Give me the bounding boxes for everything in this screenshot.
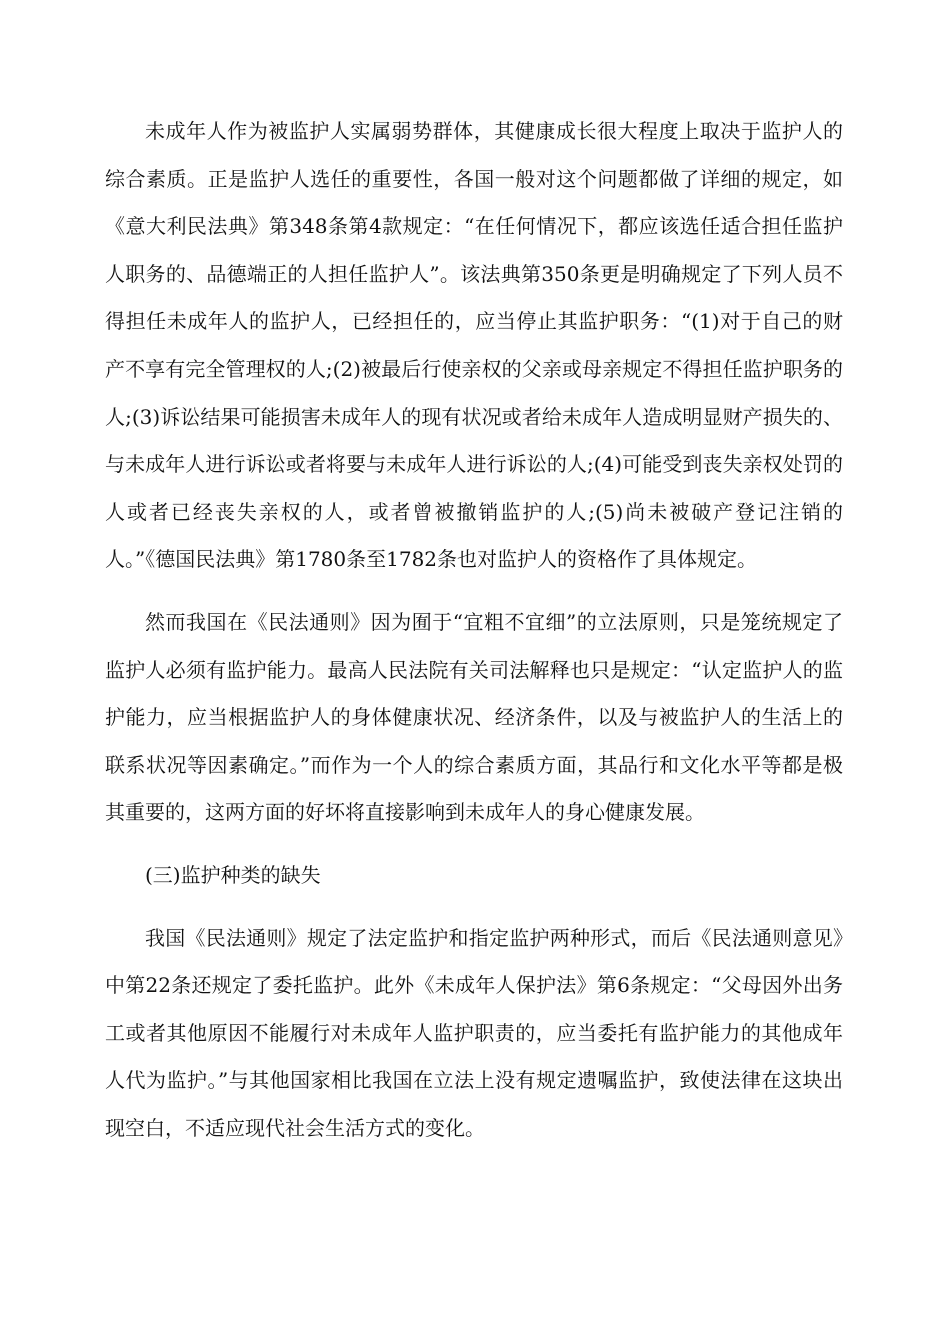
paragraph-guardianship-types: 我国《民法通则》规定了法定监护和指定监护两种形式，而后《民法通则意见》中第22条还规定了委托监护。此外《未成年人保护法》第6条规定：“父母因外出务工或者其他原因不能履行对未成年人监护职责的，应当委托有监护能力的其他成年人代为监护。”与其他国家相比我国在立法上没有规定遗嘱监护，致使法律在这块出现空白，不适应现代社会生活方式的变化。 — [105, 925, 843, 1140]
document-body — [105, 108, 843, 1152]
paragraph-guardian-qualification: 未成年人作为被监护人实属弱势群体，其健康成长很大程度上取决于监护人的综合素质。正是监护人选任的重要性，各国一般对这个问题都做了详细的规定，如《意大利民法典》第348条第4款规定：“在任何情况下，都应该选任适合担任监护人职务的、品德端正的人担任监护人”。该法典第350条更是明确规定了下列人员不得担任未成年人的监护人，已经担任的，应当停止其监护职务：“(1)对于自己的财产不享有完全管理权的人;(2)被最后行使亲权的父亲或母亲规定不得担任监护职务的人;(3)诉讼结果可能损害未成年人的现有状况或者给未成年人造成明显财产损失的、与未成年人进行诉讼或者将要与未成年人进行诉讼的人;(4)可能受到丧失亲权处罚的人或者已经丧失亲权的人，或者曾被撤销监护的人;(5)尚未被破产登记注销的人。”《德国民法典》第1780条至1782条也对监护人的资格作了具体规定。 — [105, 119, 843, 572]
paragraph-civil-law-principles: 然而我国在《民法通则》因为囿于“宜粗不宜细”的立法原则，只是笼统规定了监护人必须有监护能力。最高人民法院有关司法解释也只是规定：“认定监护人的监护能力，应当根据监护人的身体健康状况、经济条件，以及与被监护人的生活上的联系状况等因素确定。”而作为一个人的综合素质方面，其品行和文化水平等都是极其重要的，这两方面的好坏将直接影响到未成年人的身心健康发展。 — [105, 609, 843, 825]
section-heading: (三)监护种类的缺失 — [145, 862, 321, 887]
